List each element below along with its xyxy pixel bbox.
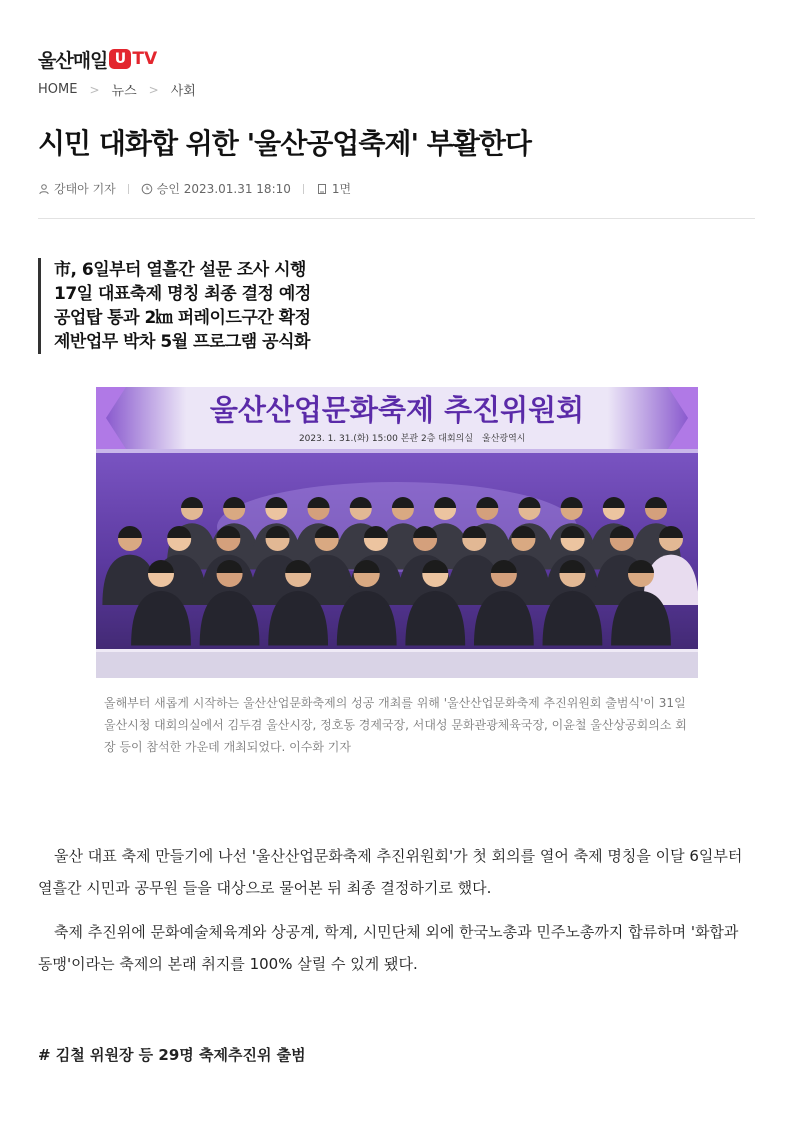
article-subheading: # 김철 위원장 등 29명 축제추진위 출범	[38, 1046, 306, 1064]
chevron-right-icon: >	[89, 82, 100, 97]
subtitle-line: 공업탑 통과 2㎞ 퍼레이드구간 확정	[54, 308, 311, 328]
meta-divider	[303, 184, 304, 194]
author-name[interactable]: 강태아 기자	[54, 182, 116, 196]
page-number: 1면	[331, 182, 352, 196]
group-photo-illustration	[96, 387, 698, 678]
subtitle-line: 市, 6일부터 열흘간 설문 조사 시행	[54, 260, 306, 280]
breadcrumb	[38, 80, 196, 99]
subtitle-line: 17일 대표축제 명칭 최종 결정 예정	[54, 284, 311, 304]
photo-caption: 올해부터 새롭게 시작하는 울산산업문화축제의 성공 개최를 위해 '울산산업문화축제 추진위원회 출범식'이 31일 울산시청 대회의실에서 김두겸 울산시장, 정호동 경제국장, 서대성 문화관광체육국장, 이윤철 울산상공회의소 회장 등이 참석한 가운데 개최되었다. 이수화 기자	[104, 696, 687, 754]
logo-tv: TV	[132, 49, 158, 69]
breadcrumb-category[interactable]: 사회	[170, 84, 196, 99]
banner-info: 2023. 1. 31.(화) 15:00 본관 2층 대회의실	[298, 434, 474, 444]
page-icon	[316, 183, 328, 195]
user-icon	[38, 183, 50, 195]
banner-title: 울산산업문화축제 추진위원회	[209, 393, 585, 427]
article-subtitles	[38, 258, 311, 354]
article-paragraph: 축제 추진위에 문화예술체육계와 상공계, 학계, 시민단체 외에 한국노총과 민주노총까지 합류하며 '화합과 동맹'이라는 축제의 본래 취지를 100% 살릴 수 있게 됐다.	[38, 923, 739, 973]
site-logo[interactable]	[38, 46, 157, 72]
breadcrumb-section[interactable]: 뉴스	[111, 84, 137, 99]
chevron-right-icon: >	[148, 82, 159, 97]
meta-divider	[128, 184, 129, 194]
article-title: 시민 대화합 위한 '울산공업축제' 부활한다	[38, 127, 531, 160]
article-meta	[38, 180, 351, 197]
breadcrumb-home[interactable]: HOME	[38, 82, 78, 97]
approved-datetime: 승인 2023.01.31 18:10	[156, 182, 291, 196]
logo-u-badge: U	[109, 49, 131, 69]
header-divider	[38, 218, 755, 219]
logo-wordmark: 울산매일	[38, 49, 108, 72]
author-info	[38, 180, 116, 197]
article-photo[interactable]	[96, 387, 698, 678]
approved-info	[141, 180, 291, 197]
subtitle-line: 제반업무 박차 5월 프로그램 공식화	[54, 332, 310, 352]
banner-org: 울산광역시	[482, 434, 526, 444]
page-info	[316, 180, 351, 197]
clock-icon	[141, 183, 153, 195]
article-paragraph: 울산 대표 축제 만들기에 나선 '울산산업문화축제 추진위원회'가 첫 회의를 열어 축제 명칭을 이달 6일부터 열흘간 시민과 공무원 들을 대상으로 물어본 뒤 최종 결정하기로 했다.	[38, 847, 743, 897]
